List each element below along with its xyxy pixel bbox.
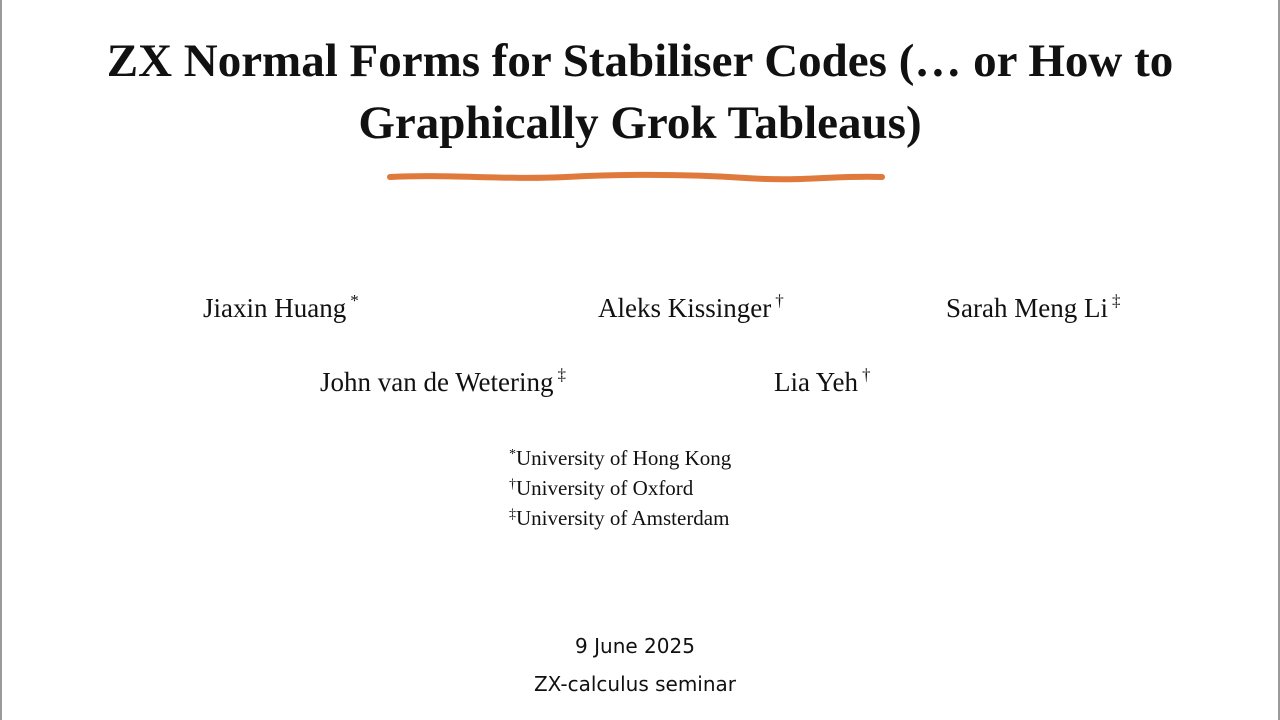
author-name: Aleks Kissinger [598, 293, 772, 323]
affiliation-list [509, 443, 731, 533]
affiliation-mark: † [509, 477, 516, 492]
title-line-1: ZX Normal Forms for Stabiliser Codes (… or How to [106, 35, 1174, 87]
affiliation-mark: ‡ [509, 507, 516, 522]
author-sarah-meng-li [946, 292, 1120, 324]
author-lia-yeh [774, 366, 871, 398]
affiliation-mark: ‡ [557, 365, 567, 384]
slide-title [0, 30, 1280, 154]
author-aleks-kissinger [598, 292, 784, 324]
author-name: Sarah Meng Li [946, 293, 1108, 323]
affiliation-mark: † [862, 365, 871, 384]
affiliation-name: University of Amsterdam [516, 506, 730, 530]
author-jiaxin-huang [203, 292, 359, 324]
author-name: Lia Yeh [774, 367, 859, 397]
affiliation-name: University of Oxford [516, 476, 694, 500]
affiliation-mark: † [775, 291, 784, 310]
affiliation-oxford [509, 473, 731, 503]
affiliation-mark: * [509, 447, 516, 462]
author-name: John van de Wetering [320, 367, 554, 397]
title-line-2: Graphically Grok Tableaus) [358, 97, 922, 149]
author-john-van-de-wetering [320, 366, 566, 398]
author-name: Jiaxin Huang [203, 293, 347, 323]
affiliation-mark: ‡ [1111, 291, 1121, 310]
affiliation-name: University of Hong Kong [516, 446, 732, 470]
talk-date: 9 June 2025 [575, 634, 695, 658]
affiliation-hong-kong [509, 443, 731, 473]
affiliation-amsterdam [509, 503, 731, 533]
title-underline-stroke [386, 168, 886, 188]
affiliation-mark: * [350, 291, 359, 310]
event-name: ZX-calculus seminar [533, 672, 737, 696]
